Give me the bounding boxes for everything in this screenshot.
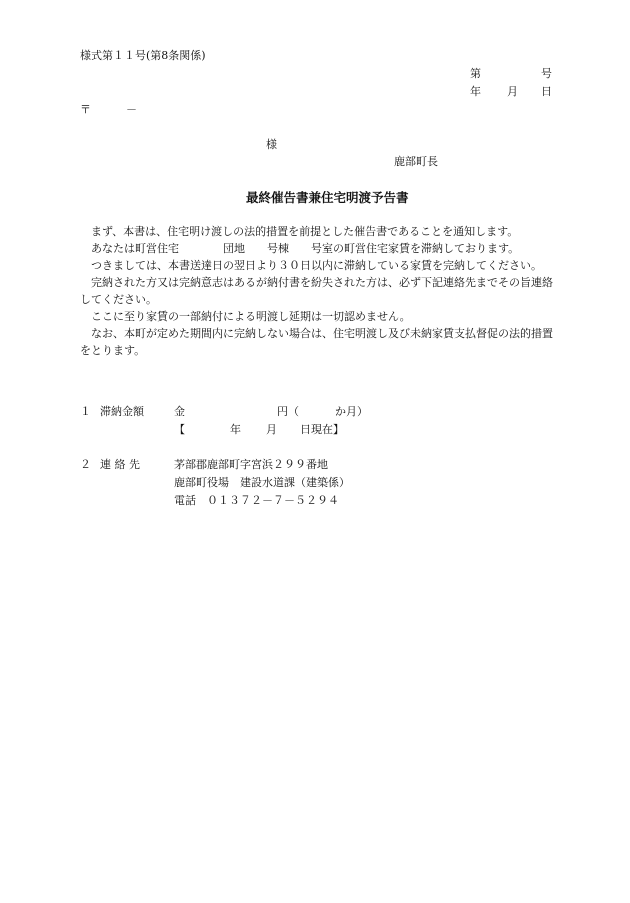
contact-address: 茅部郡鹿部町字宮浜２９９番地 — [174, 458, 328, 471]
sender-name: 鹿部町長 — [394, 155, 438, 168]
arrears-kin: 金 — [174, 405, 185, 418]
doc-number-prefix: 第 — [470, 67, 481, 80]
body-paragraph: 完納された方又は完納意志はあるが納付書を紛失された方は、必ず下記連絡先までその旨連絡してください。 — [80, 276, 553, 306]
as-of-day: 日現在】 — [300, 423, 344, 436]
form-number: 様式第１１号(第8条関係) — [80, 49, 206, 62]
doc-number-suffix: 号 — [541, 67, 552, 80]
arrears-months: か月） — [335, 405, 368, 418]
date-year: 年 — [470, 85, 481, 98]
body-paragraph: ここに至り家賃の一部納付による明渡し延期は一切認めません。 — [91, 310, 411, 323]
postal-mark: 〒 — [80, 103, 91, 116]
contact-phone: 電話 ０１３７２－７－５２９４ — [174, 494, 339, 507]
body-text — [80, 223, 555, 359]
as-of-month: 月 — [266, 423, 277, 436]
as-of-year: 年 — [230, 423, 241, 436]
body-paragraph: まず、本書は、住宅明け渡しの法的措置を前提とした催告書であることを通知します。 — [91, 225, 519, 238]
document-title: 最終催告書兼住宅明渡予告書 — [246, 190, 409, 205]
arrears-yen: 円（ — [277, 405, 299, 418]
addressee-honorific: 様 — [266, 138, 277, 151]
body-paragraph: なお、本町が定めた期間内に完納しない場合は、住宅明渡し及び未納家賃支払督促の法的措置をとります。 — [80, 327, 553, 357]
as-of-open: 【 — [174, 423, 185, 436]
body-paragraph: あなたは町営住宅 団地 号棟 号室の町営住宅家賃を滞納しております。 — [91, 242, 520, 255]
body-paragraph: つきましては、本書送達日の翌日より３０日以内に滞納している家賃を完納してください。 — [91, 259, 542, 272]
date-day: 日 — [541, 85, 552, 98]
item-number: ２ — [80, 458, 91, 471]
contact-label: 連 絡 先 — [100, 458, 140, 471]
date-month: 月 — [507, 85, 518, 98]
arrears-label: 滞納金額 — [100, 405, 144, 418]
contact-office: 鹿部町役場 建設水道課（建築係） — [174, 476, 350, 489]
item-number: １ — [80, 405, 91, 418]
postal-dash: － — [126, 103, 137, 116]
